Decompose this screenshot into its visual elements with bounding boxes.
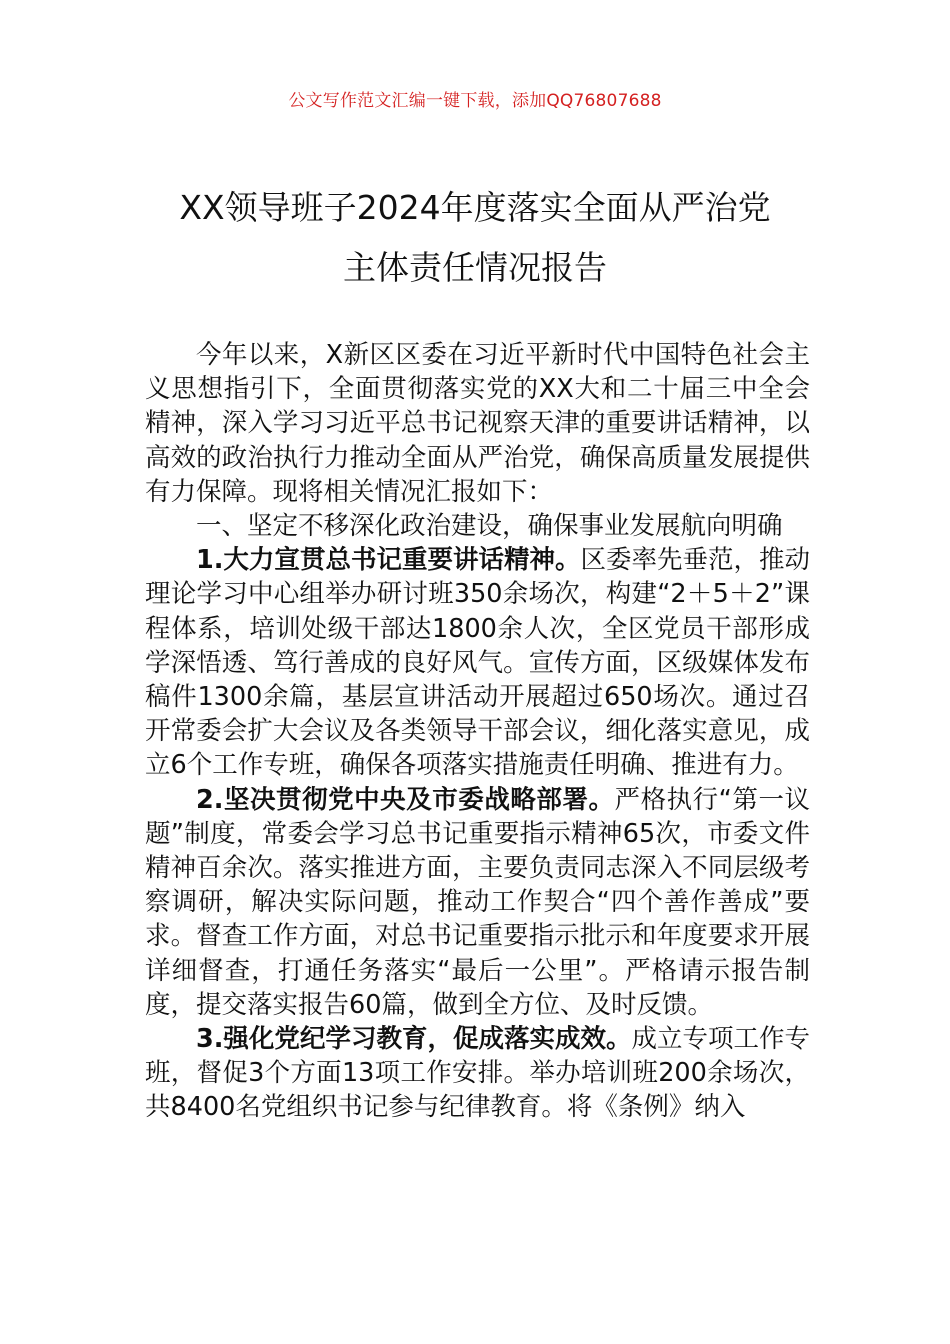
item-text-3: 成立专项工作专班，督促3个方面13项工作安排。举办培训班200余场次，共8400名党组织书记参与纪律教育。将《条例》纳入 — [145, 1024, 810, 1123]
intro-paragraph: 今年以来，X新区区委在习近平新时代中国特色社会主义思想指引下，全面贯彻落实党的XX大和二十届三中全会精神，深入学习习近平总书记视察天津的重要讲话精神，以高效的政治执行力推动全面从严治党，确保高质量发展提供有力保障。现将相关情况汇报如下： — [145, 340, 810, 507]
item-text-2: 严格执行“第一议题”制度，常委会学习总书记重要指示精神65次，市委文件精神百余次。落实推进方面，主要负责同志深入不同层级考察调研，解决实际问题，推动工作契合“四个善作善成”要求。督查工作方面，对总书记重要指示批示和年度要求开展详细督查，打通任务落实“最后一公里”。严格请示报告制度，提交落实报告60篇，做到全方位、及时反馈。 — [145, 784, 810, 1020]
item-text-1: 区委率先垂范，推动理论学习中心组举办研讨班350余场次，构建“2＋5＋2”课程体系，培训处级干部达1800余人次，全区党员干部形成学深悟透、笃行善成的良好风气。宣传方面，区级媒体发布稿件1300余篇，基层宣讲活动开展超过650场次。通过召开常委会扩大会议及各类领导干部会议，细化落实意见，成立6个工作专班，确保各项落实措施责任明确、推进有力。 — [145, 545, 810, 781]
item-lead-1: 1.大力宣贯总书记重要讲话精神。 — [196, 545, 581, 576]
item-paragraph-1 — [145, 543, 810, 782]
item-lead-3: 3.强化党纪学习教育，促成落实成效。 — [196, 1024, 632, 1055]
document-title — [0, 178, 950, 298]
item-lead-2: 2.坚决贯彻党中央及市委战略部署。 — [196, 784, 615, 815]
document-body — [145, 338, 810, 1125]
item-paragraph-3 — [145, 1022, 810, 1125]
item-paragraph-2 — [145, 783, 810, 1022]
header-note: 公文写作范文汇编一键下载，添加QQ76807688 — [288, 91, 662, 111]
section-heading: 一、坚定不移深化政治建设，确保事业发展航向明确 — [196, 511, 783, 542]
title-line-2: 主体责任情况报告 — [343, 248, 607, 287]
title-line-1: XX领导班子2024年度落实全面从严治党 — [179, 188, 771, 227]
